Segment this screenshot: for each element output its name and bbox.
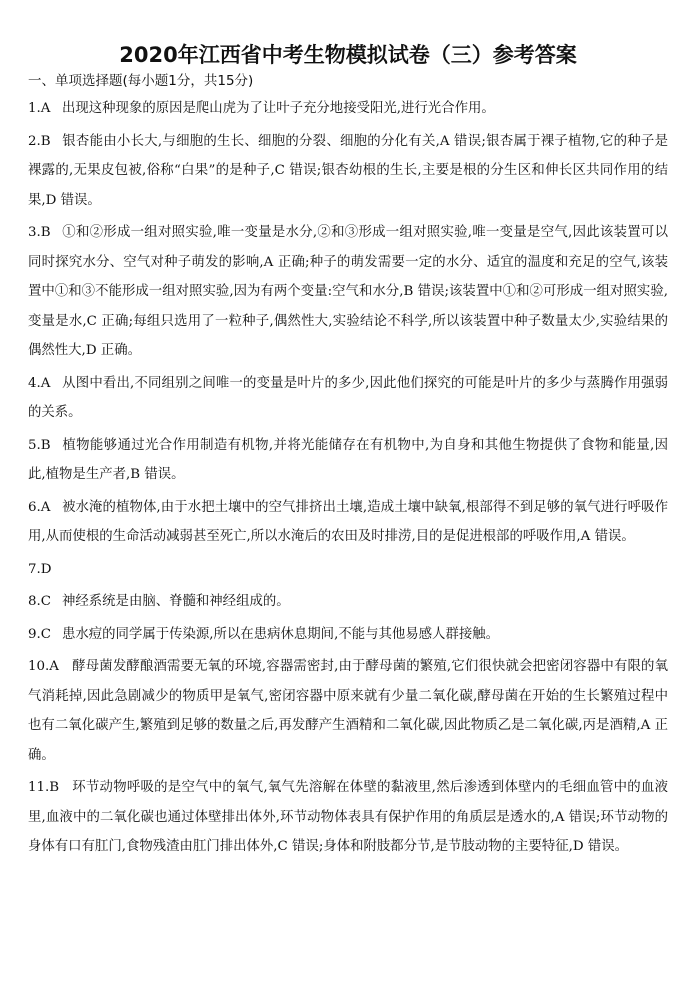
answer-number: 6.A <box>28 499 51 515</box>
answer-item <box>28 773 668 862</box>
answer-number: 1.A <box>28 101 51 116</box>
answer-item <box>28 94 668 124</box>
answer-item <box>28 652 668 770</box>
page-title: 2020年江西省中考生物模拟试卷（三）参考答案 <box>119 43 577 67</box>
answer-text: 被水淹的植物体,由于水把土壤中的空气排挤出土壤,造成土壤中缺氧,根部得不到足够的氧气进行呼吸作用,从而使根的生命活动减弱甚至死亡,所以水淹后的农田及时排涝,目的是促进根部的呼吸作用,A 错误。 <box>28 499 668 544</box>
answer-text: 出现这种现象的原因是爬山虎为了让叶子充分地接受阳光,进行光合作用。 <box>62 101 495 116</box>
answer-number: 2.B <box>28 133 51 149</box>
answer-item <box>28 555 668 585</box>
answer-number: 4.A <box>28 375 51 391</box>
answer-text: ①和②形成一组对照实验,唯一变量是水分,②和③形成一组对照实验,唯一变量是空气,因此该装置可以同时探究水分、空气对种子萌发的影响,A 正确;种子的萌发需要一定的水分、适宜的温度和充足的空气,该装置中①和③不能形成一组对照实验,因为有两个变量:空气和水分,B 错误;该装置中①和②可形成一组对照实验,变量是水,C 正确;每组只选用了一粒种子,偶然性大,实验结论不科学,所以该装置中种子数量太少,实验结果的偶然性大,D 正确。 <box>28 225 668 358</box>
answer-text: 从图中看出,不同组别之间唯一的变量是叶片的多少,因此他们探究的可能是叶片的多少与蒸腾作用强弱的关系。 <box>28 375 668 420</box>
answer-item <box>28 493 668 552</box>
answer-item <box>28 127 668 216</box>
answer-number: 10.A <box>28 659 59 674</box>
answer-number: 5.B <box>28 437 51 453</box>
answer-number: 3.B <box>28 225 51 240</box>
answer-item <box>28 620 668 650</box>
answer-number: 8.C <box>28 594 52 609</box>
answer-item <box>28 587 668 617</box>
answer-text: 酵母菌发酵酿酒需要无氧的环境,容器需密封,由于酵母菌的繁殖,它们很快就会把密闭容器中有限的氧气消耗掉,因此急剧减少的物质甲是氧气,密闭容器中原来就有少量二氧化碳,酵母菌在开始的生长繁殖过程中也有二氧化碳产生,繁殖到足够的数量之后,再发酵产生酒精和二氧化碳,因此物质乙是二氧化碳,丙是酒精,A 正确。 <box>28 659 668 763</box>
answer-item <box>28 218 668 366</box>
section-heading: 一、单项选择题(每小题1分，共15分) <box>28 73 254 89</box>
answer-text: 患水痘的同学属于传染源,所以在患病休息期间,不能与其他易感人群接触。 <box>62 626 500 642</box>
answer-item <box>28 431 668 490</box>
answer-text: 环节动物呼吸的是空气中的氧气,氧气先溶解在体壁的黏液里,然后渗透到体壁内的毛细血管中的血液里,血液中的二氧化碳也通过体壁排出体外,环节动物体表具有保护作用的角质层是透水的,A 错误;环节动物的身体有口有肛门,食物残渣由肛门排出体外,C 错误;身体和附肢都分节,是节肢动物的主要特征,D 错误。 <box>28 780 668 854</box>
answer-text: 植物能够通过光合作用制造有机物,并将光能储存在有机物中,为自身和其他生物提供了食物和能量,因此,植物是生产者,B 错误。 <box>28 437 668 482</box>
answer-number: 7.D <box>28 561 52 577</box>
answer-item <box>28 369 668 428</box>
answer-text: 神经系统是由脑、脊髓和神经组成的。 <box>62 594 290 609</box>
answer-number: 9.C <box>28 626 52 642</box>
answer-text: 银杏能由小长大,与细胞的生长、细胞的分裂、细胞的分化有关,A 错误;银杏属于裸子植物,它的种子是裸露的,无果皮包被,俗称“白果”的是种子,C 错误;银杏幼根的生长,主要是根的分生区和伸长区共同作用的结果,D 错误。 <box>28 133 668 208</box>
answer-number: 11.B <box>28 780 60 795</box>
